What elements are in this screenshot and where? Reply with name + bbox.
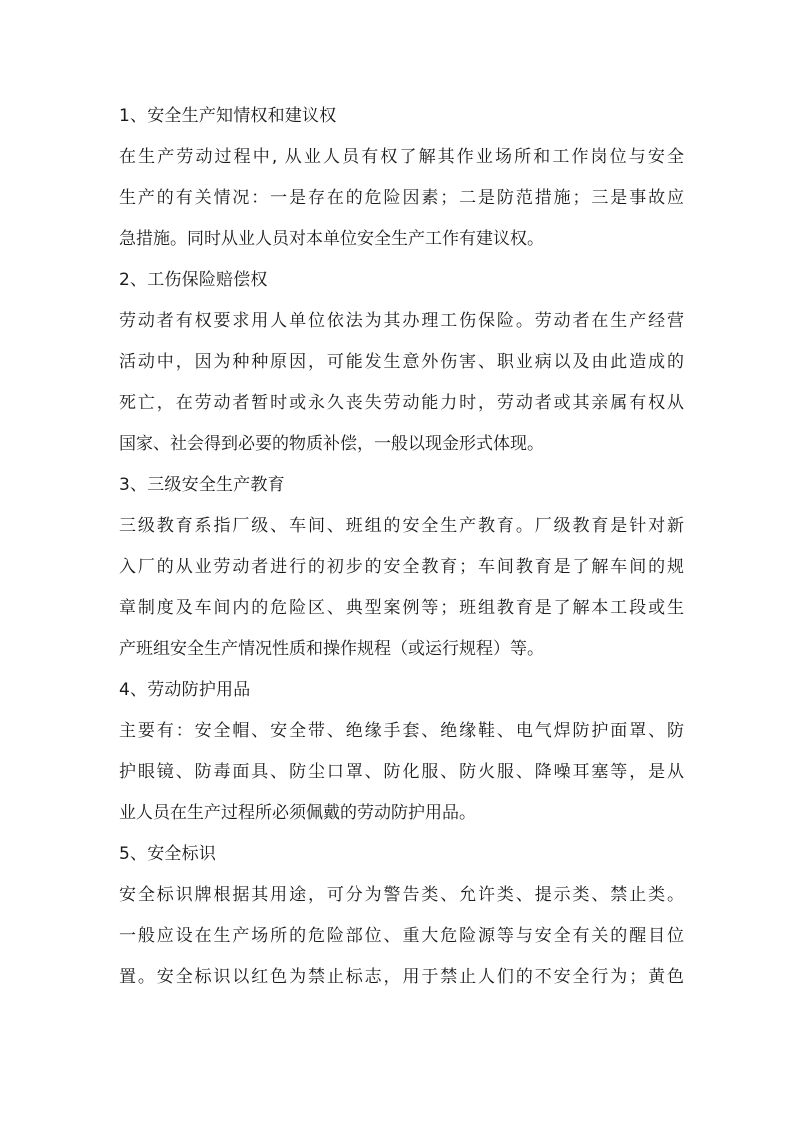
paragraph-line: 三级教育系指厂级、车间、班组的安全生产教育。厂级教育是针对新 [119,516,684,536]
paragraph-line: 主要有：安全帽、安全带、绝缘手套、绝缘鞋、电气焊防护面罩、防 [119,721,684,741]
section-heading-5: 5、安全标识 [119,844,217,864]
paragraph-line: 产班组安全生产情况性质和操作规程（或运行规程）等。 [119,639,544,659]
paragraph-line: 置。安全标识以红色为禁止标志，用于禁止人们的不安全行为；黄色 [119,967,684,987]
paragraph-line: 劳动者有权要求用人单位依法为其办理工伤保险。劳动者在生产经营 [119,311,684,331]
section-heading-1: 1、安全生产知情权和建议权 [119,106,337,126]
paragraph-line: 急措施。同时从业人员对本单位安全生产工作有建议权。 [119,229,544,249]
section-heading-3: 3、三级安全生产教育 [119,475,285,495]
paragraph-line: 活动中，因为种种原因，可能发生意外伤害、职业病以及由此造成的 [119,352,684,372]
section-paragraph-5 [119,879,684,994]
paragraph-line: 生产的有关情况：一是存在的危险因素；二是防范措施；三是事故应 [119,188,684,208]
paragraph-line: 死亡，在劳动者暂时或永久丧失劳动能力时，劳动者或其亲属有权从 [119,393,684,413]
section-paragraph-4 [119,715,684,830]
paragraph-line: 章制度及车间内的危险区、典型案例等；班组教育是了解本工段或生 [119,598,684,618]
paragraph-line: 安全标识牌根据其用途，可分为警告类、允许类、提示类、禁止类。 [119,885,684,905]
section-paragraph-2 [119,305,684,461]
section-paragraph-1 [119,141,684,256]
paragraph-line: 业人员在生产过程所必须佩戴的劳动防护用品。 [119,803,476,823]
document-body [119,100,684,1002]
paragraph-line: 一般应设在生产场所的危险部位、重大危险源等与安全有关的醒目位 [119,926,684,946]
paragraph-line: 国家、社会得到必要的物质补偿，一般以现金形式体现。 [119,434,544,454]
section-heading-2: 2、工伤保险赔偿权 [119,270,268,290]
paragraph-line: 护眼镜、防毒面具、防尘口罩、防化服、防火服、降噪耳塞等，是从 [119,762,684,782]
section-heading-4: 4、劳动防护用品 [119,680,251,700]
paragraph-line: 在生产劳动过程中, 从业人员有权了解其作业场所和工作岗位与安全 [119,147,684,167]
paragraph-line: 入厂的从业劳动者进行的初步的安全教育；车间教育是了解车间的规 [119,557,684,577]
section-paragraph-3 [119,510,684,666]
